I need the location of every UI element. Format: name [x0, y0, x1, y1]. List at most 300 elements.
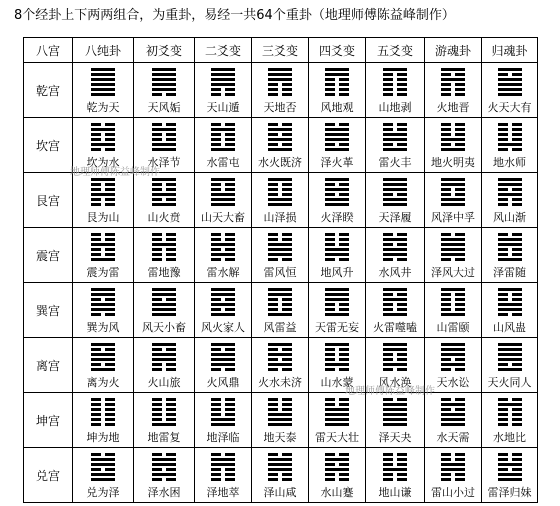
- yin-line: [268, 398, 292, 401]
- column-header: 八纯卦: [73, 38, 134, 63]
- yin-line: [325, 238, 349, 241]
- yang-line: [498, 463, 522, 466]
- yang-line: [268, 413, 292, 416]
- yin-line: [268, 83, 292, 86]
- yang-line: [152, 313, 176, 316]
- hexagram-name: 坤为地: [86, 431, 120, 444]
- yin-line: [91, 183, 115, 186]
- yang-line: [325, 408, 349, 411]
- yin-line: [152, 123, 176, 126]
- yin-line: [383, 128, 407, 131]
- yang-line: [211, 128, 235, 131]
- yang-line: [211, 343, 235, 346]
- hexagram-cell: [134, 393, 195, 448]
- yin-line: [325, 233, 349, 236]
- yang-line: [325, 293, 349, 296]
- hexagram-symbol: [91, 398, 115, 426]
- yin-line: [441, 398, 465, 401]
- hexagram-symbol: [441, 288, 465, 316]
- yang-line: [441, 243, 465, 246]
- yin-line: [268, 238, 292, 241]
- yin-line: [268, 258, 292, 261]
- hexagram-symbol: [325, 123, 349, 151]
- yang-line: [498, 343, 522, 346]
- hexagram-name: 火泽睽: [320, 211, 354, 224]
- yang-line: [441, 68, 465, 71]
- yang-line: [325, 458, 349, 461]
- yin-line: [91, 313, 115, 316]
- yin-line: [441, 408, 465, 411]
- yin-line: [383, 458, 407, 461]
- hexagram-cell: [195, 283, 252, 338]
- yin-line: [383, 473, 407, 476]
- hexagram-name: 泽火革: [320, 156, 354, 169]
- hexagram-symbol: [152, 123, 176, 151]
- yang-line: [211, 358, 235, 361]
- yang-line: [268, 253, 292, 256]
- hexagram-cell: [425, 228, 482, 283]
- yang-line: [152, 293, 176, 296]
- hexagram-name: 雷风恒: [263, 266, 297, 279]
- yang-line: [211, 463, 235, 466]
- yang-line: [325, 413, 349, 416]
- yin-line: [325, 358, 349, 361]
- yin-line: [91, 418, 115, 421]
- yin-line: [268, 188, 292, 191]
- yang-line: [152, 358, 176, 361]
- yang-line: [268, 468, 292, 471]
- yang-line: [498, 368, 522, 371]
- yin-line: [441, 88, 465, 91]
- yang-line: [152, 303, 176, 306]
- yin-line: [383, 233, 407, 236]
- yin-line: [152, 238, 176, 241]
- palace-label: 巽宫: [24, 283, 73, 338]
- yang-line: [152, 288, 176, 291]
- yang-line: [498, 143, 522, 146]
- yin-line: [383, 83, 407, 86]
- yang-line: [441, 313, 465, 316]
- yin-line: [211, 143, 235, 146]
- yin-line: [325, 193, 349, 196]
- hexagram-name: 雷地豫: [147, 266, 181, 279]
- hexagram-cell: [482, 283, 538, 338]
- hexagram-cell: [134, 338, 195, 393]
- yang-line: [152, 353, 176, 356]
- hexagram-cell: [195, 63, 252, 118]
- yang-line: [498, 478, 522, 481]
- yin-line: [211, 188, 235, 191]
- yang-line: [383, 198, 407, 201]
- yin-line: [152, 298, 176, 301]
- hexagram-cell: [252, 173, 309, 228]
- yang-line: [498, 288, 522, 291]
- hexagram-cell: [73, 283, 134, 338]
- yin-line: [91, 148, 115, 151]
- hexagram-symbol: [268, 178, 292, 206]
- hexagram-cell: [309, 228, 366, 283]
- yin-line: [441, 193, 465, 196]
- yang-line: [91, 308, 115, 311]
- hexagram-cell: [195, 173, 252, 228]
- hexagram-cell: [482, 228, 538, 283]
- yin-line: [383, 193, 407, 196]
- yang-line: [325, 148, 349, 151]
- yin-line: [152, 133, 176, 136]
- yang-line: [211, 418, 235, 421]
- yang-line: [268, 423, 292, 426]
- yin-line: [268, 233, 292, 236]
- yang-line: [152, 148, 176, 151]
- yin-line: [211, 183, 235, 186]
- hexagram-symbol: [441, 178, 465, 206]
- yin-line: [91, 133, 115, 136]
- hexagram-cell: [252, 228, 309, 283]
- yin-line: [498, 313, 522, 316]
- yang-line: [498, 193, 522, 196]
- yin-line: [211, 398, 235, 401]
- hexagram-name: 地火明夷: [431, 156, 475, 169]
- hexagram-cell: [425, 283, 482, 338]
- yin-line: [325, 403, 349, 406]
- yin-line: [498, 253, 522, 256]
- table-row: [24, 338, 538, 393]
- yang-line: [91, 288, 115, 291]
- hexagram-name: 火风鼎: [206, 376, 240, 389]
- yin-line: [152, 403, 176, 406]
- yin-line: [498, 138, 522, 141]
- yin-line: [441, 73, 465, 76]
- hexagram-name: 火天大有: [487, 101, 532, 114]
- yin-line: [498, 233, 522, 236]
- yin-line: [152, 138, 176, 141]
- yang-line: [383, 138, 407, 141]
- hexagram-symbol: [498, 398, 522, 426]
- yang-line: [325, 188, 349, 191]
- hexagram-symbol: [91, 288, 115, 316]
- yin-line: [211, 468, 235, 471]
- hexagram-symbol: [91, 233, 115, 261]
- hexagram-cell: [366, 448, 425, 503]
- hexagram-cell: [309, 393, 366, 448]
- yin-line: [91, 453, 115, 456]
- yin-line: [91, 238, 115, 241]
- hexagram-symbol: [152, 68, 176, 96]
- hexagram-name: 水地比: [493, 431, 526, 444]
- hexagram-cell: [482, 118, 538, 173]
- yang-line: [498, 258, 522, 261]
- yang-line: [152, 88, 176, 91]
- hexagram-name: 地山谦: [378, 486, 412, 499]
- hexagram-symbol: [211, 343, 235, 371]
- hexagram-symbol: [152, 398, 176, 426]
- yin-line: [325, 183, 349, 186]
- yang-line: [268, 363, 292, 366]
- yin-line: [325, 478, 349, 481]
- yin-line: [441, 188, 465, 191]
- yin-line: [325, 78, 349, 81]
- page-title: 8个经卦上下两两组合，为重卦，易经一共64个重卦（地理师傅陈益峰制作）: [14, 8, 455, 23]
- hexagram-symbol: [383, 343, 407, 371]
- yang-line: [268, 68, 292, 71]
- yin-line: [441, 128, 465, 131]
- yin-line: [211, 233, 235, 236]
- yang-line: [325, 248, 349, 251]
- hexagram-name: 地泽临: [206, 431, 240, 444]
- hexagram-name: 水火既济: [258, 156, 302, 169]
- hexagram-cell: [366, 228, 425, 283]
- yin-line: [441, 358, 465, 361]
- column-header: 四爻变: [309, 38, 366, 63]
- yin-line: [152, 248, 176, 251]
- yin-line: [383, 123, 407, 126]
- hexagram-name: 坎为水: [86, 156, 120, 169]
- yang-line: [268, 128, 292, 131]
- yang-line: [268, 458, 292, 461]
- yang-line: [441, 198, 465, 201]
- hexagram-cell: [134, 63, 195, 118]
- yin-line: [268, 403, 292, 406]
- hexagram-symbol: [325, 233, 349, 261]
- yin-line: [441, 93, 465, 96]
- hexagram-symbol: [441, 343, 465, 371]
- yin-line: [441, 473, 465, 476]
- column-header: 归魂卦: [482, 38, 538, 63]
- hexagram-name: 风水涣: [378, 376, 412, 389]
- yang-line: [325, 418, 349, 421]
- yin-line: [211, 453, 235, 456]
- yin-line: [325, 398, 349, 401]
- yin-line: [91, 423, 115, 426]
- yin-line: [91, 398, 115, 401]
- yin-line: [325, 308, 349, 311]
- hexagram-symbol: [268, 343, 292, 371]
- yang-line: [498, 183, 522, 186]
- yang-line: [211, 148, 235, 151]
- yang-line: [325, 313, 349, 316]
- yang-line: [383, 363, 407, 366]
- hexagram-name: 水泽节: [147, 156, 181, 169]
- yang-line: [152, 463, 176, 466]
- yin-line: [152, 468, 176, 471]
- yin-line: [268, 348, 292, 351]
- hexagram-cell: [252, 283, 309, 338]
- column-header: 三爻变: [252, 38, 309, 63]
- yin-line: [91, 403, 115, 406]
- yang-line: [325, 68, 349, 71]
- yin-line: [383, 143, 407, 146]
- hexagram-symbol: [325, 398, 349, 426]
- yang-line: [211, 178, 235, 181]
- hexagram-cell: [252, 393, 309, 448]
- yang-line: [441, 138, 465, 141]
- yang-line: [441, 413, 465, 416]
- yang-line: [91, 83, 115, 86]
- yang-line: [498, 403, 522, 406]
- yin-line: [211, 138, 235, 141]
- yang-line: [441, 178, 465, 181]
- yang-line: [91, 478, 115, 481]
- yin-line: [498, 203, 522, 206]
- hexagram-name: 雷天大壮: [315, 431, 359, 444]
- hexagram-name: 风雷益: [263, 321, 297, 334]
- yang-line: [268, 248, 292, 251]
- yin-line: [268, 123, 292, 126]
- yang-line: [498, 353, 522, 356]
- yang-line: [91, 178, 115, 181]
- hexagram-symbol: [498, 68, 522, 96]
- yang-line: [383, 343, 407, 346]
- yang-line: [441, 403, 465, 406]
- yin-line: [383, 293, 407, 296]
- hexagram-name: 风火家人: [201, 321, 245, 334]
- yin-line: [325, 258, 349, 261]
- hexagram-cell: [134, 173, 195, 228]
- yang-line: [152, 83, 176, 86]
- yang-line: [91, 128, 115, 131]
- hexagram-cell: [73, 393, 134, 448]
- yin-line: [498, 123, 522, 126]
- yin-line: [441, 293, 465, 296]
- yang-line: [211, 203, 235, 206]
- yang-line: [325, 253, 349, 256]
- yang-line: [498, 473, 522, 476]
- yin-line: [383, 308, 407, 311]
- hexagram-symbol: [211, 398, 235, 426]
- yin-line: [211, 473, 235, 476]
- hexagram-name: 地风升: [320, 266, 354, 279]
- yang-line: [383, 418, 407, 421]
- yang-line: [268, 198, 292, 201]
- yin-line: [268, 193, 292, 196]
- hexagram-symbol: [498, 453, 522, 481]
- hexagram-name: 天地否: [263, 101, 297, 114]
- palace-label: 离宫: [24, 338, 73, 393]
- yang-line: [211, 78, 235, 81]
- hexagram-cell: [309, 63, 366, 118]
- hexagram-symbol: [383, 123, 407, 151]
- yin-line: [152, 368, 176, 371]
- yin-line: [325, 93, 349, 96]
- yin-line: [498, 458, 522, 461]
- yin-line: [441, 123, 465, 126]
- yang-line: [211, 243, 235, 246]
- yin-line: [383, 478, 407, 481]
- yin-line: [268, 88, 292, 91]
- yin-line: [152, 188, 176, 191]
- yang-line: [325, 343, 349, 346]
- yin-line: [441, 478, 465, 481]
- yin-line: [211, 368, 235, 371]
- hexagram-symbol: [211, 233, 235, 261]
- yin-line: [152, 363, 176, 366]
- yin-line: [498, 453, 522, 456]
- yin-line: [441, 303, 465, 306]
- yin-line: [498, 413, 522, 416]
- yang-line: [211, 68, 235, 71]
- hexagram-symbol: [268, 398, 292, 426]
- hexagram-cell: [482, 63, 538, 118]
- hexagram-symbol: [91, 123, 115, 151]
- hexagram-name: 泽天夬: [378, 431, 412, 444]
- yang-line: [325, 73, 349, 76]
- yin-line: [268, 298, 292, 301]
- yin-line: [152, 253, 176, 256]
- yin-line: [91, 138, 115, 141]
- yang-line: [211, 73, 235, 76]
- yang-line: [211, 253, 235, 256]
- hexagram-symbol: [325, 68, 349, 96]
- yang-line: [383, 348, 407, 351]
- yin-line: [152, 258, 176, 261]
- yin-line: [498, 148, 522, 151]
- yin-line: [325, 368, 349, 371]
- hexagram-symbol: [498, 288, 522, 316]
- hexagram-cell: [309, 283, 366, 338]
- yin-line: [268, 473, 292, 476]
- yang-line: [441, 463, 465, 466]
- yin-line: [383, 358, 407, 361]
- yang-line: [268, 353, 292, 356]
- table-row: [24, 173, 538, 228]
- yin-line: [498, 408, 522, 411]
- yin-line: [498, 363, 522, 366]
- watermark-1: 地理师傅陈益峰制作: [70, 167, 160, 178]
- yin-line: [91, 468, 115, 471]
- hexagram-cell: [482, 448, 538, 503]
- yang-line: [441, 348, 465, 351]
- yin-line: [498, 293, 522, 296]
- yang-line: [268, 313, 292, 316]
- yin-line: [91, 248, 115, 251]
- yang-line: [91, 303, 115, 306]
- yang-line: [91, 143, 115, 146]
- palace-label: 坎宫: [24, 118, 73, 173]
- table-row: [24, 393, 538, 448]
- hexagram-cell: [425, 393, 482, 448]
- yin-line: [383, 353, 407, 356]
- hexagram-symbol: [441, 453, 465, 481]
- yin-line: [91, 253, 115, 256]
- yang-line: [91, 78, 115, 81]
- hexagram-cell: [309, 118, 366, 173]
- hexagram-symbol: [91, 343, 115, 371]
- hexagram-name: 天水讼: [436, 376, 470, 389]
- hexagram-name: 火雷噬嗑: [373, 321, 417, 334]
- hexagram-symbol: [268, 453, 292, 481]
- yin-line: [383, 398, 407, 401]
- yang-line: [325, 363, 349, 366]
- yin-line: [91, 363, 115, 366]
- yang-line: [498, 78, 522, 81]
- yang-line: [152, 78, 176, 81]
- hexagram-cell: [309, 173, 366, 228]
- hexagram-cell: [482, 173, 538, 228]
- yang-line: [383, 178, 407, 181]
- yang-line: [211, 353, 235, 356]
- yang-line: [498, 88, 522, 91]
- yang-line: [441, 78, 465, 81]
- hexagram-symbol: [211, 68, 235, 96]
- yang-line: [498, 308, 522, 311]
- yang-line: [91, 368, 115, 371]
- yin-line: [325, 353, 349, 356]
- hexagram-name: 地雷复: [147, 431, 181, 444]
- yin-line: [325, 348, 349, 351]
- hexagram-name: 离为火: [86, 376, 120, 389]
- yang-line: [325, 198, 349, 201]
- yin-line: [498, 298, 522, 301]
